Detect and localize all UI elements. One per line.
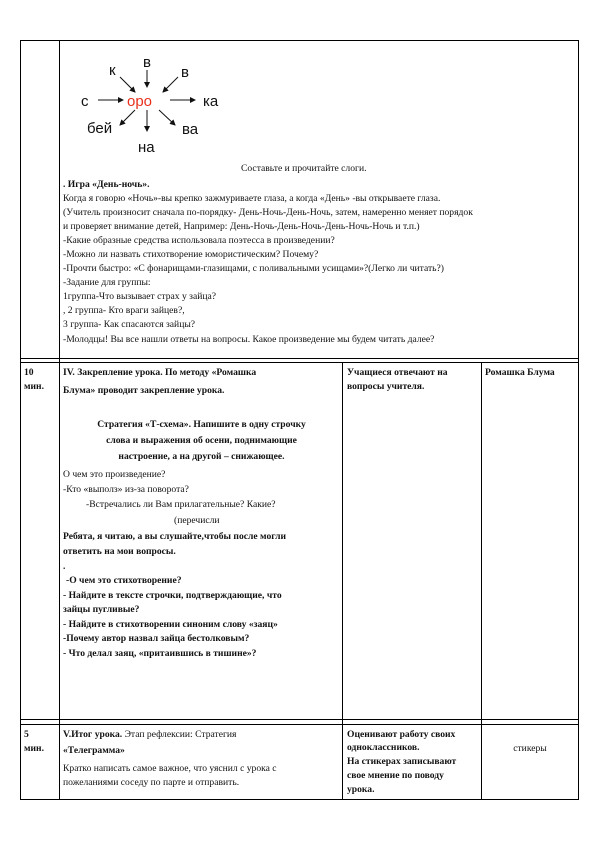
row1-line: 1группа-Что вызывает страх у зайца? <box>63 291 216 302</box>
syllable-k: к <box>109 62 116 79</box>
row1-line: (Учитель произносит сначала по-порядку- День-Ночь-День-Ночь, затем, намеренно меняет порядок <box>63 207 473 218</box>
row1-line: , 2 группа- Кто враги зайцев?, <box>63 305 185 316</box>
question-line: (перечисли <box>174 515 220 526</box>
row3-text-line: Кратко написать самое важное, что уяснил с урока с <box>63 763 277 774</box>
question-line: О чем это произведение? <box>63 469 166 480</box>
diagram-caption: Составьте и прочитайте слоги. <box>241 163 367 174</box>
question-line: зайцы пугливые? <box>63 604 140 615</box>
syllable-v-right: в <box>181 64 189 81</box>
row-divider-2 <box>20 362 579 363</box>
reading-instruction: Ребята, я читаю, а вы слушайте,чтобы после могли <box>63 531 287 542</box>
syllable-s: с <box>81 93 89 110</box>
row1-line: -Какие образные средства использовала поэтесса в произведении? <box>63 235 335 246</box>
row3-students-activity: На стикерах записывают <box>347 756 457 767</box>
row1-line: -Прочти быстро: «С фонарищами-глазищами, с поливальными усищами»?(Легко ли читать?) <box>63 263 444 274</box>
diagram-center-syllable: оро <box>127 93 153 110</box>
row1-line: -Задание для группы: <box>63 277 151 288</box>
row2-time-unit: мин. <box>24 381 44 392</box>
row3-text-line: пожеланиями соседу по парте и отправить. <box>63 777 240 788</box>
reading-instruction: ответить на мои вопросы. <box>63 546 176 557</box>
separator-dot: . <box>63 561 66 572</box>
row-divider-4 <box>20 724 579 725</box>
syllable-diagram <box>75 48 235 160</box>
strategy-line: настроение, а на другой – снижающее. <box>118 451 285 462</box>
row3-students-activity: одноклассников. <box>347 742 420 753</box>
column-divider-main <box>342 362 343 800</box>
row3-heading-bold: V.Итог урока. <box>63 729 123 740</box>
row1-line: -Можно ли назвать стихотворение юмористическим? Почему? <box>63 249 319 260</box>
row1-line: -Молодцы! Вы все нашли ответы на вопросы. Какое произведение мы будем читать далее? <box>63 334 435 345</box>
row3-students-activity: урока. <box>347 784 375 795</box>
row3-heading-rest: Этап рефлексии: Стратегия <box>122 729 237 740</box>
question-line: - Найдите в стихотворении синоним слову «заяц» <box>63 619 278 630</box>
telegram-strategy: «Телеграмма» <box>63 745 125 756</box>
question-line: -О чем это стихотворение? <box>66 575 182 586</box>
row3-heading <box>63 728 236 742</box>
table-top-border <box>20 40 579 41</box>
row-divider-1 <box>20 358 579 359</box>
row3-time-unit: мин. <box>24 743 44 754</box>
row3-students-activity: свое мнение по поводу <box>347 770 444 781</box>
syllable-va: ва <box>182 121 199 138</box>
question-line: -Встречались ли Вам прилагательные? Какие? <box>86 499 276 510</box>
row2-students-activity: Учащиеся отвечают на <box>347 367 448 378</box>
row2-resources: Ромашка Блума <box>485 367 555 378</box>
row3-resources: стикеры <box>513 743 547 754</box>
syllable-na: на <box>138 139 155 156</box>
question-line: - Найдите в тексте строчки, подтверждающие, что <box>63 590 282 601</box>
column-divider-time <box>59 40 60 800</box>
table-right-border <box>578 40 579 800</box>
syllable-v-top: в <box>143 54 151 71</box>
row1-line: Когда я говорю «Ночь»-вы крепко зажмуриваете глаза, а когда «День» -вы открываете глаза. <box>63 193 441 204</box>
syllable-bei: бей <box>87 120 113 137</box>
row1-line: 3 группа- Как спасаются зайцы? <box>63 319 196 330</box>
row2-heading: Блума» проводит закрепление урока. <box>63 385 225 396</box>
table-left-border <box>20 40 21 800</box>
question-line: -Почему автор назвал зайца бестолковым? <box>63 633 250 644</box>
row2-time-value: 10 <box>24 367 34 378</box>
strategy-line: слова и выражения об осени, поднимающие <box>106 435 297 446</box>
row-divider-3 <box>20 719 579 720</box>
table-bottom-border <box>20 799 579 800</box>
syllable-ka: ка <box>203 93 219 110</box>
row3-students-activity: Оценивают работу своих <box>347 729 456 740</box>
game-title: . Игра «День-ночь». <box>63 179 150 190</box>
row1-line: и проверяет внимание детей, Например: День-Ночь-День-Ночь-День-Ночь-Ночь и т.п.) <box>63 221 420 232</box>
question-line: - Что делал заяц, «притаившись в тишине»? <box>63 648 257 659</box>
question-line: -Кто «выполз» из-за поворота? <box>63 484 189 495</box>
row2-heading: IV. Закрепление урока. По методу «Ромашка <box>63 367 257 378</box>
row3-time-value: 5 <box>24 729 29 740</box>
row2-students-activity: вопросы учителя. <box>347 381 425 392</box>
column-divider-students <box>481 362 482 800</box>
strategy-line: Стратегия «Т-схема». Напишите в одну строчку <box>97 419 306 430</box>
